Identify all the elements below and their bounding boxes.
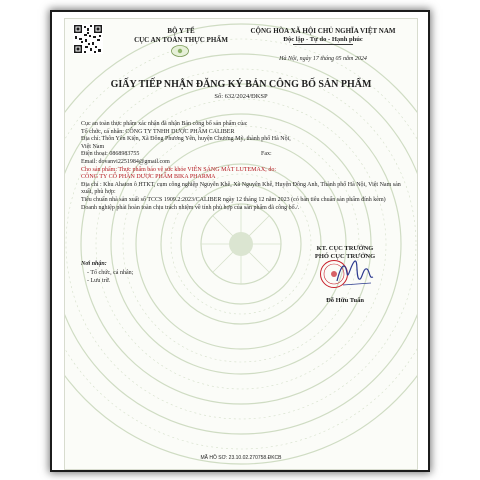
body-responsibility: Doanh nghiệp phải hoàn toàn chịu trách nhiệm về tính phù hợp của sản phẩm đã công bố./. (81, 204, 300, 211)
qr-code (73, 24, 103, 54)
body-manufacturer: CÔNG TY CỔ PHẦN DƯỢC PHẨM BIKA PHARMA (81, 174, 216, 181)
country-name: CỘNG HÒA XÃ HỘI CHỦ NGHĨA VIỆT NAM (250, 27, 396, 35)
body-contact-row (81, 151, 403, 159)
ministry-name: BỘ Y TẾ (167, 27, 195, 35)
body-manufacturer-address: Địa chỉ : Khu Ahaton ô HTKT, cụm công nghiệp Nguyễn Khê, Xã Nguyên Khê, Huyện Đông Anh, Thành phố Hà Nội, Việt Nam sản xuất, phù hợp: (81, 181, 401, 196)
recipient-item: - Lưu trữ. (87, 278, 111, 284)
motto-underline (293, 44, 353, 45)
place-date: Hà Nội, ngày 17 tháng 05 năm 2024 (279, 56, 367, 62)
agency-name: CỤC AN TOÀN THỰC PHẨM (134, 36, 228, 44)
body-phone: Điện thoại: 0868983755 (81, 151, 140, 158)
agency-emblem-icon (171, 45, 189, 57)
body-address-line1: Địa chỉ: Thôn Yên Kiện, Xã Đông Phương Yên, huyện Chương Mỹ, thành phố Hà Nội, (81, 136, 291, 143)
recipients-heading: Nơi nhận: (81, 261, 107, 267)
body-organization: Tổ chức, cá nhân: CÔNG TY TNHH DƯỢC PHẨM CALIBER (81, 128, 235, 135)
body-intro: Cục an toàn thực phẩm xác nhận đã nhận Bản công bố sản phẩm của: (81, 121, 248, 127)
document-body (81, 121, 403, 212)
document-number: Số: 632/2024/ĐKSP (214, 93, 268, 100)
body-email: Email: dovanvi2251984@gmail.com (81, 158, 170, 165)
dossier-code: MÃ HỒ SƠ: 23.10.02.270758.ĐKCB (200, 455, 282, 461)
document-title: GIẤY TIẾP NHẬN ĐĂNG KÝ BẢN CÔNG BỐ SẢN PHẨM (110, 79, 372, 90)
national-motto: Độc lập - Tự do - Hạnh phúc (283, 36, 363, 43)
body-product: Cho sản phẩm: Thực phẩm bảo vệ sức khỏe VIÊN SÁNG MẮT LUTEMAX; do: (81, 166, 276, 173)
signer-role-1: KT. CỤC TRƯỞNG (316, 245, 374, 252)
signature-icon (331, 255, 377, 291)
body-address-line2: Việt Nam (81, 143, 105, 150)
document-sheet (64, 18, 418, 470)
body-standard: Tiêu chuẩn nhà sản xuất số TCCS 1909.2:2023/CALIBER ngày 12 tháng 12 năm 2023 (có bản tiêu chuẩn sản phẩm đính kèm) (81, 196, 386, 203)
body-fax: Fax: (261, 151, 272, 158)
signer-role-2: PHÓ CỤC TRƯỞNG (314, 253, 376, 260)
recipient-item: - Tổ chức, cá nhân; (87, 270, 134, 276)
signer-name: Đỗ Hữu Tuấn (326, 297, 364, 304)
